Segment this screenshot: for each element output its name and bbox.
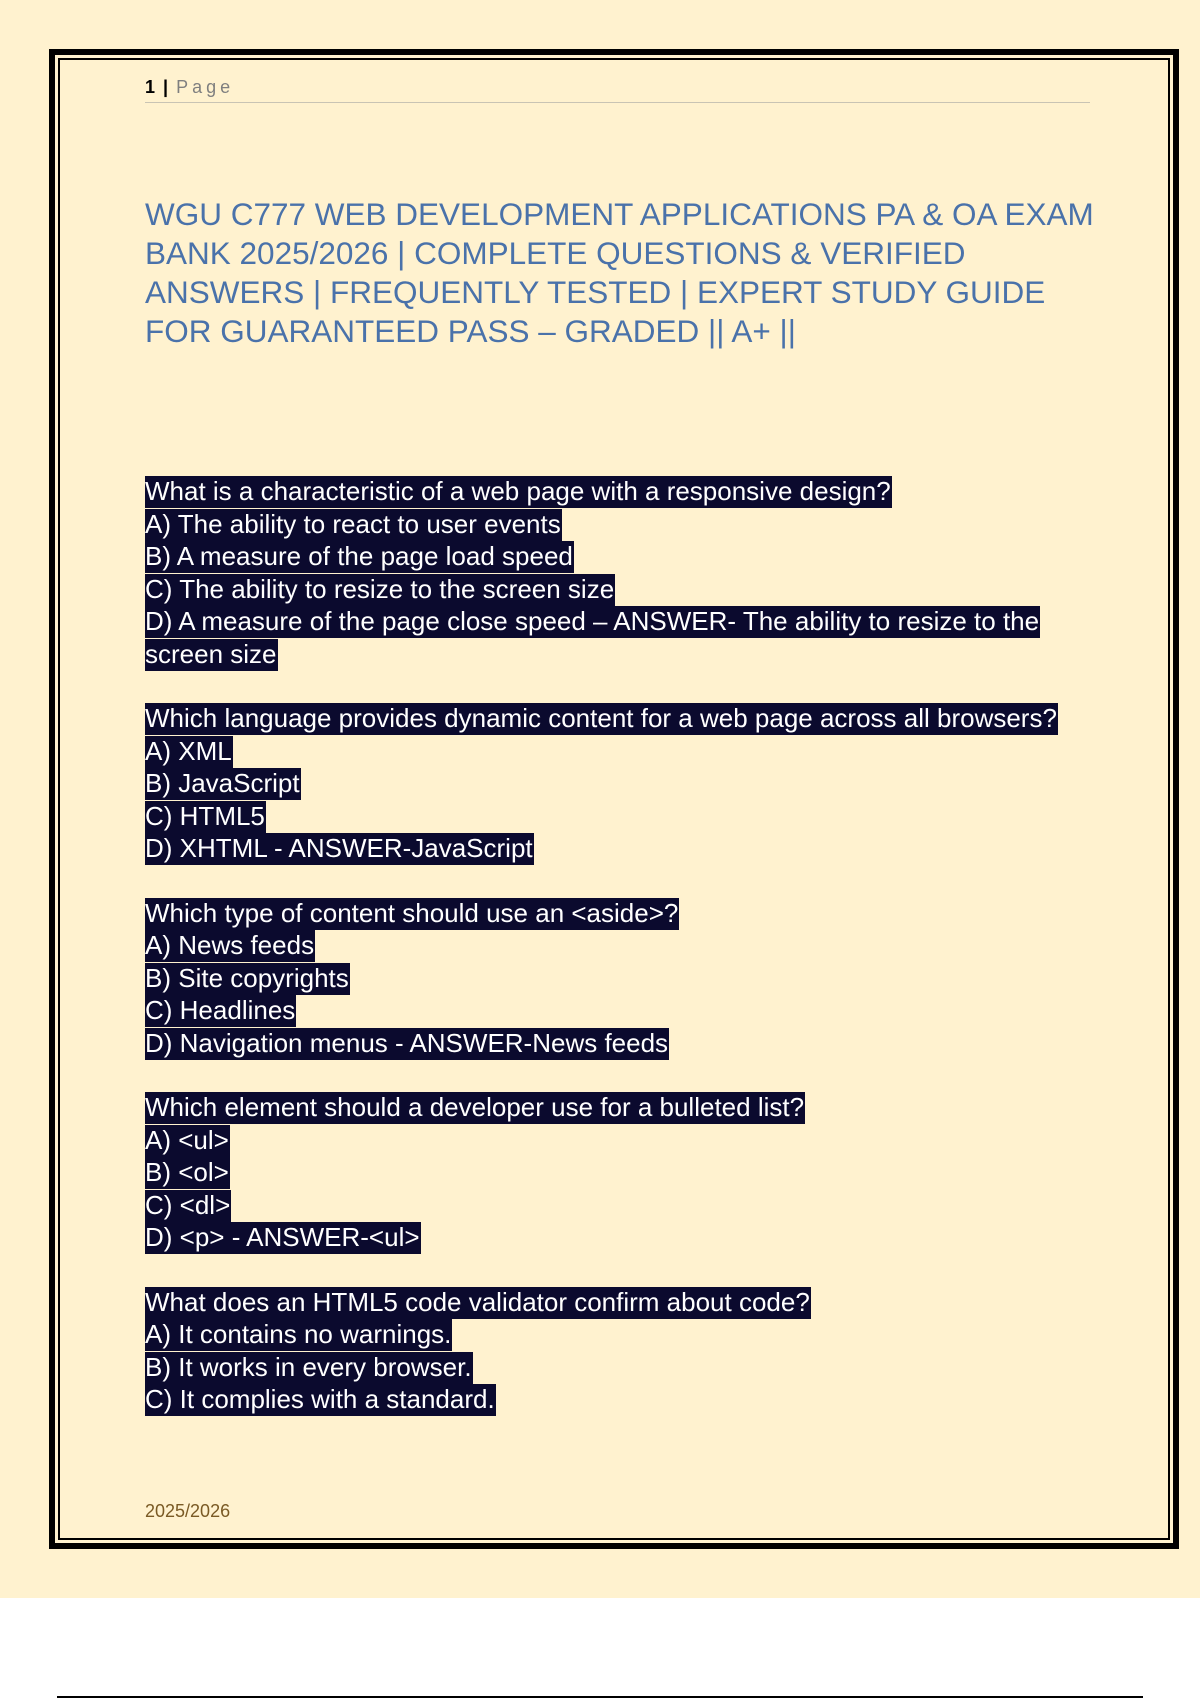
- answer-option: D) XHTML - ANSWER-JavaScript: [145, 833, 533, 863]
- question-block: [145, 897, 1085, 1060]
- page-label: Page: [176, 77, 235, 97]
- question-text: Which language provides dynamic content for a web page across all browsers?: [145, 703, 1057, 733]
- answer-option: D) A measure of the page close speed – ANSWER- The ability to resize to the screen size: [145, 606, 1040, 669]
- document-title: WGU C777 WEB DEVELOPMENT APPLICATIONS PA & OA EXAM BANK 2025/2026 | COMPLETE QUESTIONS & VERIFIED ANSWERS | FREQUENTLY TESTED | EXPERT STUDY GUIDE FOR GUARANTEED PASS – GRADED || A+ ||: [145, 196, 1094, 349]
- question-block: [145, 1286, 1085, 1416]
- answer-option: C) Headlines: [145, 995, 296, 1025]
- answer-option: C) The ability to resize to the screen size: [145, 573, 615, 604]
- answer-option: A) XML: [145, 735, 232, 766]
- answer-option: D) Navigation menus - ANSWER-News feeds: [145, 1027, 669, 1058]
- page-footer-year: 2025/2026: [145, 1501, 231, 1521]
- question-text: Which element should a developer use for a bulleted list?: [145, 1092, 805, 1122]
- page-number: 1: [145, 77, 156, 97]
- answer-option: A) <ul>: [145, 1124, 229, 1155]
- answer-option: B) Site copyrights: [145, 962, 349, 993]
- header-separator: |: [163, 77, 169, 97]
- question-list: [145, 475, 1085, 1448]
- answer-option: B) A measure of the page load speed: [145, 541, 573, 571]
- answer-option: C) <dl>: [145, 1189, 231, 1220]
- answer-option: C) HTML5: [145, 800, 265, 831]
- answer-option: C) It complies with a standard.: [145, 1384, 495, 1414]
- question-block: [145, 1091, 1085, 1254]
- question-text: What is a characteristic of a web page with a responsive design?: [145, 476, 891, 506]
- question-block: [145, 475, 1085, 670]
- question-text: Which type of content should use an <aside>?: [145, 897, 679, 928]
- answer-option: D) <p> - ANSWER-<ul>: [145, 1222, 420, 1252]
- answer-option: B) It works in every browser.: [145, 1351, 472, 1382]
- next-page-rule: [57, 1696, 1143, 1698]
- answer-option: B) <ol>: [145, 1157, 229, 1187]
- answer-option: A) It contains no warnings.: [145, 1319, 452, 1349]
- question-block: [145, 702, 1085, 865]
- answer-option: B) JavaScript: [145, 768, 300, 798]
- page-header: [145, 73, 1090, 103]
- question-text: What does an HTML5 code validator confirm about code?: [145, 1286, 810, 1317]
- answer-option: A) The ability to react to user events: [145, 508, 561, 539]
- answer-option: A) News feeds: [145, 930, 315, 960]
